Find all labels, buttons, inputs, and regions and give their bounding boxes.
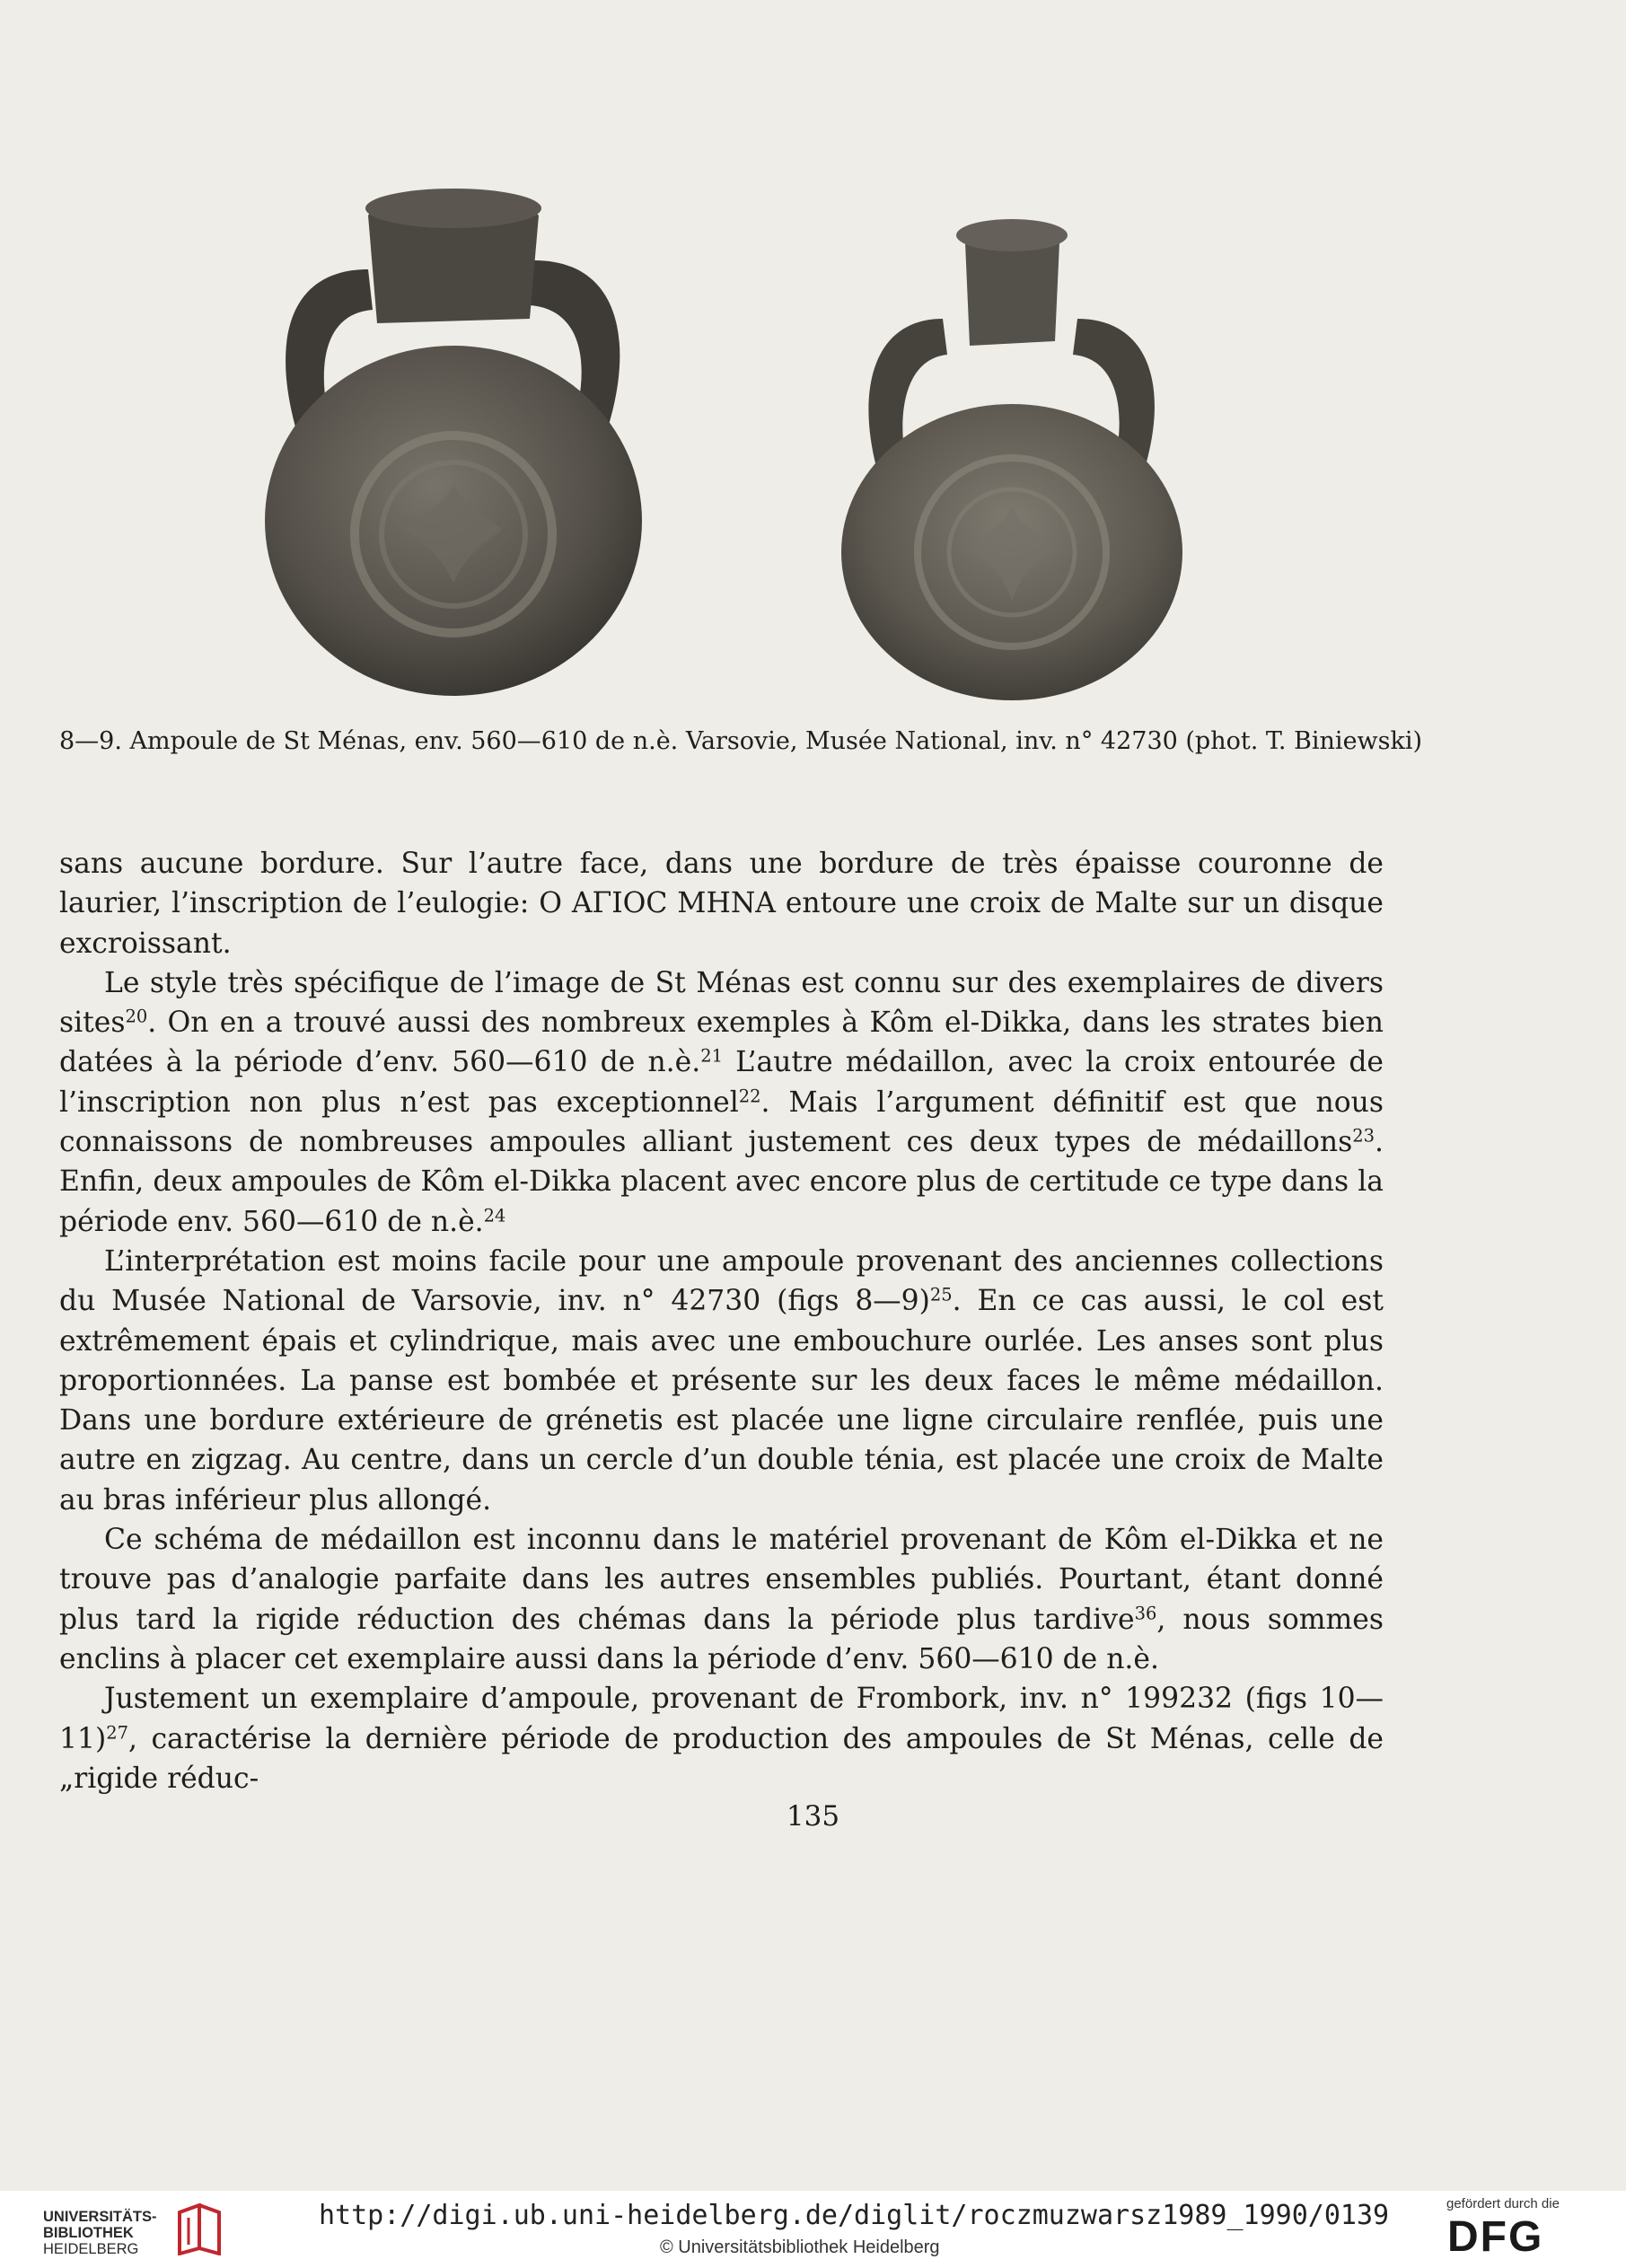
footer-bar [0,2191,1626,2268]
text-run: L’autre médaillon, avec la croix entourée de l’inscription non plus n’est pas exceptionnel [59,1046,1384,1119]
library-logo-icon [172,2203,226,2255]
footnote-ref: 20 [125,1006,148,1027]
footnote-ref: 23 [1352,1125,1376,1147]
footnote-ref: 22 [738,1086,761,1107]
paragraph [59,1679,1384,1798]
funded-by-label: gefördert durch die [1446,2196,1560,2211]
footnote-ref: 24 [483,1204,506,1226]
footnote-ref: 27 [106,1721,128,1743]
text-run: , nous sommes enclins à placer cet exemplaire aussi dans la période d’env. 560—610 de n.è. [59,1603,1384,1675]
dfg-logo: DFG [1447,2213,1544,2261]
text-run: , caractérise la dernière période de production des ampoules de St Ménas, celle de „rigide réduc- [59,1722,1384,1795]
body-text [59,844,1384,1798]
paragraph [59,844,1384,963]
figure-caption: 8—9. Ampoule de St Ménas, env. 560—610 de n.è. Varsovie, Musée National, inv. n° 42730 (phot. T. Biniewski) [59,727,1423,755]
copyright-notice: © Universitätsbibliothek Heidelberg [660,2237,940,2257]
figure-8-9 [0,162,1626,736]
ampoule-photo-right [813,162,1208,700]
text-run: Le style très spécifique de l’image de St Ménas est connu sur des exemplaires de divers sites [59,966,1384,1040]
ampoule-photo-left [242,162,664,700]
footnote-ref: 36 [1134,1602,1157,1623]
text-run: sans aucune bordure. Sur l’autre face, dans une bordure de très épaisse couronne de laurier, l’inscription de l’eulogie: Ο ΑΓΙΟϹ ΜΗΝΑ entoure une croix de Malte sur un disque excroissant. [59,848,1384,960]
footnote-ref: 21 [700,1045,723,1067]
text-run: Ce schéma de médaillon est inconnu dans le matériel provenant de Kôm el-Dikka et ne trouve pas d’analogie parfaite dans les autres ensembles publiés. Pourtant, étant donné plus tard la rigide réduction des chémas dans la période plus tardive [59,1524,1384,1636]
text-run: . Enfin, deux ampoules de Kôm el-Dikka placent avec encore plus de certitude ce type dans la période env. 560—610 de n.è. [59,1126,1384,1238]
text-run: . En ce cas aussi, le col est extrêmement épais et cylindrique, mais avec une embouchure ourlée. Les anses sont plus proportionnées. La panse est bombée et présente sur les deux faces le même médaillon. Dans une bordure extérieure de grénetis est placée une ligne circulaire renflée, puis une autre en zigzag. Au centre, dans un cercle d’un double ténia, est placée une croix de Malte au bras inférieur plus allongé. [59,1285,1384,1516]
source-url[interactable]: http://digi.ub.uni-heidelberg.de/diglit/roczmuzwarsz1989_1990/0139 [319,2200,1390,2231]
paragraph [59,1520,1384,1679]
paragraph [59,1242,1384,1520]
text-run: L’interprétation est moins facile pour une ampoule provenant des anciennes collections du Musée National de Varsovie, inv. n° 42730 (figs 8—9) [59,1244,1384,1318]
library-line-2: BIBLIOTHEK [43,2225,134,2241]
footnote-ref: 25 [929,1284,953,1305]
library-line-1: UNIVERSITÄTS- [43,2209,157,2225]
text-run: Justement un exemplaire d’ampoule, provenant de Frombork, inv. n° 199232 (figs 10—11) [59,1683,1384,1755]
page-number: 135 [786,1800,840,1833]
text-run: . On en a trouvé aussi des nombreux exemples à Kôm el-Dikka, dans les strates bien datées à la période d’env. 560—610 de n.è. [59,1007,1384,1079]
library-line-3: HEIDELBERG [43,2241,139,2257]
text-run: . Mais l’argument définitif est que nous connaissons de nombreuses ampoules alliant justement ces deux types de médaillons [59,1086,1384,1159]
paragraph [59,963,1384,1242]
library-name [43,2209,157,2257]
